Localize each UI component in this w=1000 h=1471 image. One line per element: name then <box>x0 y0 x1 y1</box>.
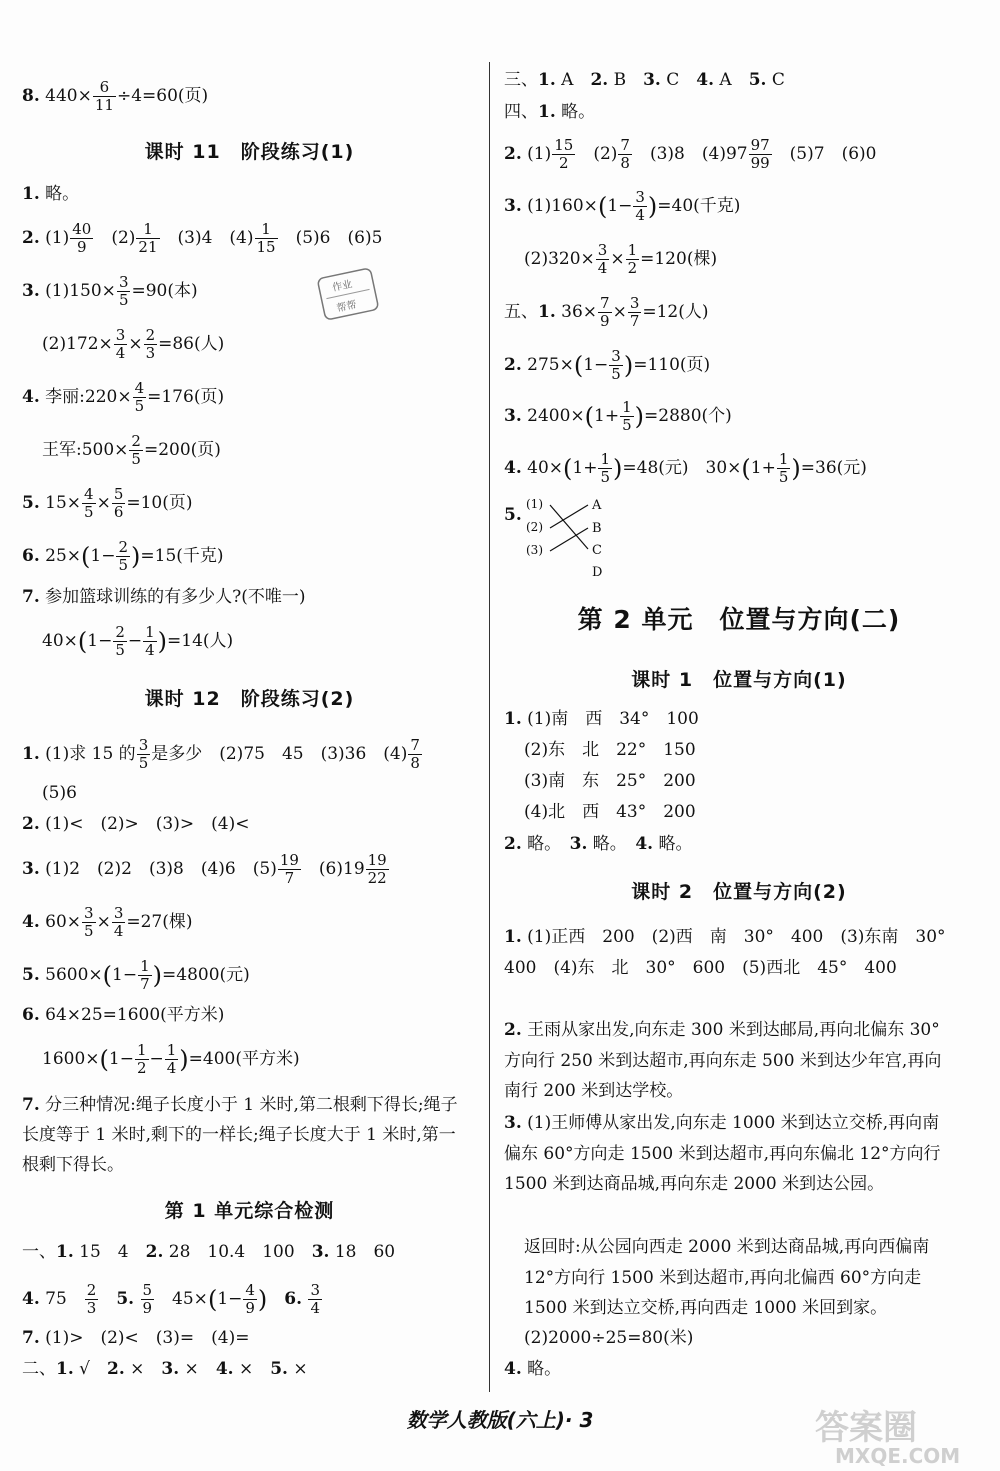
p2-answer-4: 4. 略。 <box>504 1359 562 1379</box>
p2-answer-3-return: 返回时:从公园向西走 2000 米到达商品城,再向西偏南 12°方向行 1500 米到达超市,再向北偏西 60°方向走 1500 米到达立交桥,再向西走 1000 米回到家。 <box>524 1237 930 1318</box>
p1-answer-2-4: 2. 略。 3. 略。 4. 略。 <box>504 834 693 854</box>
section-4-answer-3b: (2)320× $\frac{3}{4}$ × $\frac{1}{2}$ =120(棵) <box>524 241 718 277</box>
p2-answer-2: 2. 王雨从家出发,向东走 300 米到达邮局,再向北偏东 30°方向行 250 米到达超市,再向东走 500 米到达少年宫,再向南行 200 米到达学校。 <box>504 1020 942 1101</box>
l11-answer-7: 7. 参加篮球训练的有多少人?(不唯一) <box>22 587 306 607</box>
p2-answer-1: 1. (1)正西 200 (2)西 南 30° 400 (3)东南 30° 400 (4)东 北 30° 600 (5)西北 45° 400 <box>504 927 963 978</box>
l11-answer-3b: (2)172× $\frac{3}{4}$ × $\frac{2}{3}$ =86(人) <box>42 326 225 362</box>
p1-answer-1c: (3)南 东 25° 200 <box>524 771 696 791</box>
matching-diagram <box>504 495 614 583</box>
l11-answer-4a: 4. 李丽:220× $\frac{4}{5}$ =176(页) <box>22 379 225 415</box>
p1-answer-1: 1. (1)南 西 34° 100 <box>504 709 699 729</box>
match-right-c: C <box>592 543 602 558</box>
section-4-answer-3a: 3. (1)160×(1− $\frac{3}{4}$ )=40(千克) <box>504 188 741 224</box>
p1-answer-1b: (2)东 北 22° 150 <box>524 740 696 760</box>
match-left-3: (3) <box>526 543 543 557</box>
l11-answer-3a: 3. (1)150× $\frac{3}{5}$ =90(本) <box>22 273 198 309</box>
match-left-1: (1) <box>526 497 543 511</box>
page-footer: 数学人教版(六上)· 3 <box>406 1408 594 1432</box>
p2-answer-3: 3. (1)王师傅从家出发,向东走 1000 米到达立交桥,再向南偏东 60°方向走 1500 米到达超市,再向东偏北 12°方向行 1500 米到达商品城,再向东走 2000 米到达公园。 <box>504 1113 941 1194</box>
watermark-title: 答案圈 <box>815 1408 917 1448</box>
stamp-shape-icon <box>314 264 383 323</box>
u1-row-1: 一、1. 15 4 2. 28 10.4 100 3. 18 60 <box>22 1242 396 1262</box>
l12-answer-2: 2. (1)< (2)> (3)> (4)< <box>22 814 250 834</box>
answer-8: 8. 440× $\frac{6}{11}$ ÷4=60(页) <box>22 78 209 114</box>
lesson-1-title: 课时 1 位置与方向(1) <box>631 669 847 691</box>
p2-answer-3-part2: (2)2000÷25=80(米) <box>524 1328 694 1348</box>
u1-row-3: 7. (1)> (2)< (3)= (4)= <box>22 1328 250 1348</box>
matching-number: 5. <box>504 505 522 525</box>
match-right-d: D <box>592 565 603 580</box>
section-5-answer-3: 3. 2400×(1+ $\frac{1}{5}$ )=2880(个) <box>504 398 732 434</box>
stamp-text-top: 作业 <box>331 279 354 294</box>
l12-answer-6b: 1600×(1− $\frac{1}{2}$ − $\frac{1}{4}$ )=400(平方米) <box>42 1041 300 1077</box>
section-5-answer-1: 五、1. 36× $\frac{7}{9}$ × $\frac{3}{7}$ =12(人) <box>504 294 709 330</box>
watermark-logo <box>795 1400 995 1470</box>
section-4-answer-2: 2. (1) $\frac{15}{2}$ (2) $\frac{7}{8}$ (3)8 (4)97 $\frac{97}{99}$ (5)7 (6)0 <box>504 136 877 172</box>
unit-1-test-title: 第 1 单元综合检测 <box>164 1200 335 1222</box>
match-left-2: (2) <box>526 520 543 534</box>
watermark-url: MXQE.COM <box>835 1444 961 1468</box>
u1-row-4: 二、1. √ 2. × 3. × 4. × 5. × <box>22 1359 308 1379</box>
unit-2-title: 第 2 单元 位置与方向(二) <box>577 605 901 634</box>
l11-answer-7b: 40×(1− $\frac{2}{5}$ − $\frac{1}{4}$ )=14(人) <box>42 623 234 659</box>
match-line-3 <box>550 528 588 551</box>
l12-answer-4: 4. 60× $\frac{3}{5}$ × $\frac{3}{4}$ =27(棵) <box>22 904 193 940</box>
l12-answer-1: 1. (1)求 15 的 $\frac{3}{5}$ 是多少 (2)75 45 (3)36 (4) $\frac{7}{8}$ <box>22 736 420 772</box>
stamp-text-bottom: 帮帮 <box>335 299 358 315</box>
l12-answer-5: 5. 5600×(1− $\frac{1}{7}$ )=4800(元) <box>22 957 250 993</box>
l12-answer-7: 7. 分三种情况:绳子长度小于 1 米时,第二根剩下得长;绳子长度等于 1 米时,剩下的一样长;绳子长度大于 1 米时,第一根剩下得长。 <box>22 1095 458 1175</box>
l12-answer-1b: (5)6 <box>42 783 77 803</box>
section-5-answer-2: 2. 275×(1− $\frac{3}{5}$ )=110(页) <box>504 347 711 383</box>
l12-answer-3: 3. (1)2 (2)2 (3)8 (4)6 (5) $\frac{19}{7}$ (6)19 $\frac{19}{22}$ <box>22 851 387 887</box>
match-line-2 <box>550 505 588 528</box>
p1-answer-1d: (4)北 西 43° 200 <box>524 802 696 822</box>
l12-answer-6a: 6. 64×25=1600(平方米) <box>22 1005 225 1025</box>
section-5-answer-4: 4. 40×(1+ $\frac{1}{5}$ )=48(元) 30×(1+ $\frac{1}{5}$ )=36(元) <box>504 450 867 486</box>
l11-answer-1: 1. 略。 <box>22 184 80 204</box>
match-line-1 <box>550 505 588 549</box>
u1-row-2: 4. 75 $\frac{2}{3}$ 5. $\frac{5}{9}$ 45×(1− $\frac{4}{9}$ ) 6. $\frac{3}{4}$ <box>22 1281 320 1317</box>
stamp-badge <box>314 264 383 323</box>
lesson-12-title: 课时 12 阶段练习(2) <box>144 688 355 710</box>
column-divider <box>489 62 490 1392</box>
lesson-2-title: 课时 2 位置与方向(2) <box>631 881 847 903</box>
l11-answer-6: 6. 25×(1− $\frac{2}{5}$ )=15(千克) <box>22 538 224 574</box>
section-4-answer-1: 四、1. 略。 <box>504 102 596 122</box>
match-right-b: B <box>592 521 602 536</box>
l11-answer-4b: 王军:500× $\frac{2}{5}$ =200(页) <box>42 432 221 468</box>
l11-answer-2: 2. (1) $\frac{40}{9}$ (2) $\frac{1}{21}$ (3)4 (4) $\frac{1}{15}$ (5)6 (6)5 <box>22 220 383 256</box>
section-3-answers: 三、1. A 2. B 3. C 4. A 5. C <box>504 70 785 90</box>
match-right-a: A <box>592 498 602 513</box>
lesson-11-title: 课时 11 阶段练习(1) <box>144 141 355 163</box>
l11-answer-5: 5. 15× $\frac{4}{5}$ × $\frac{5}{6}$ =10(页) <box>22 485 193 521</box>
